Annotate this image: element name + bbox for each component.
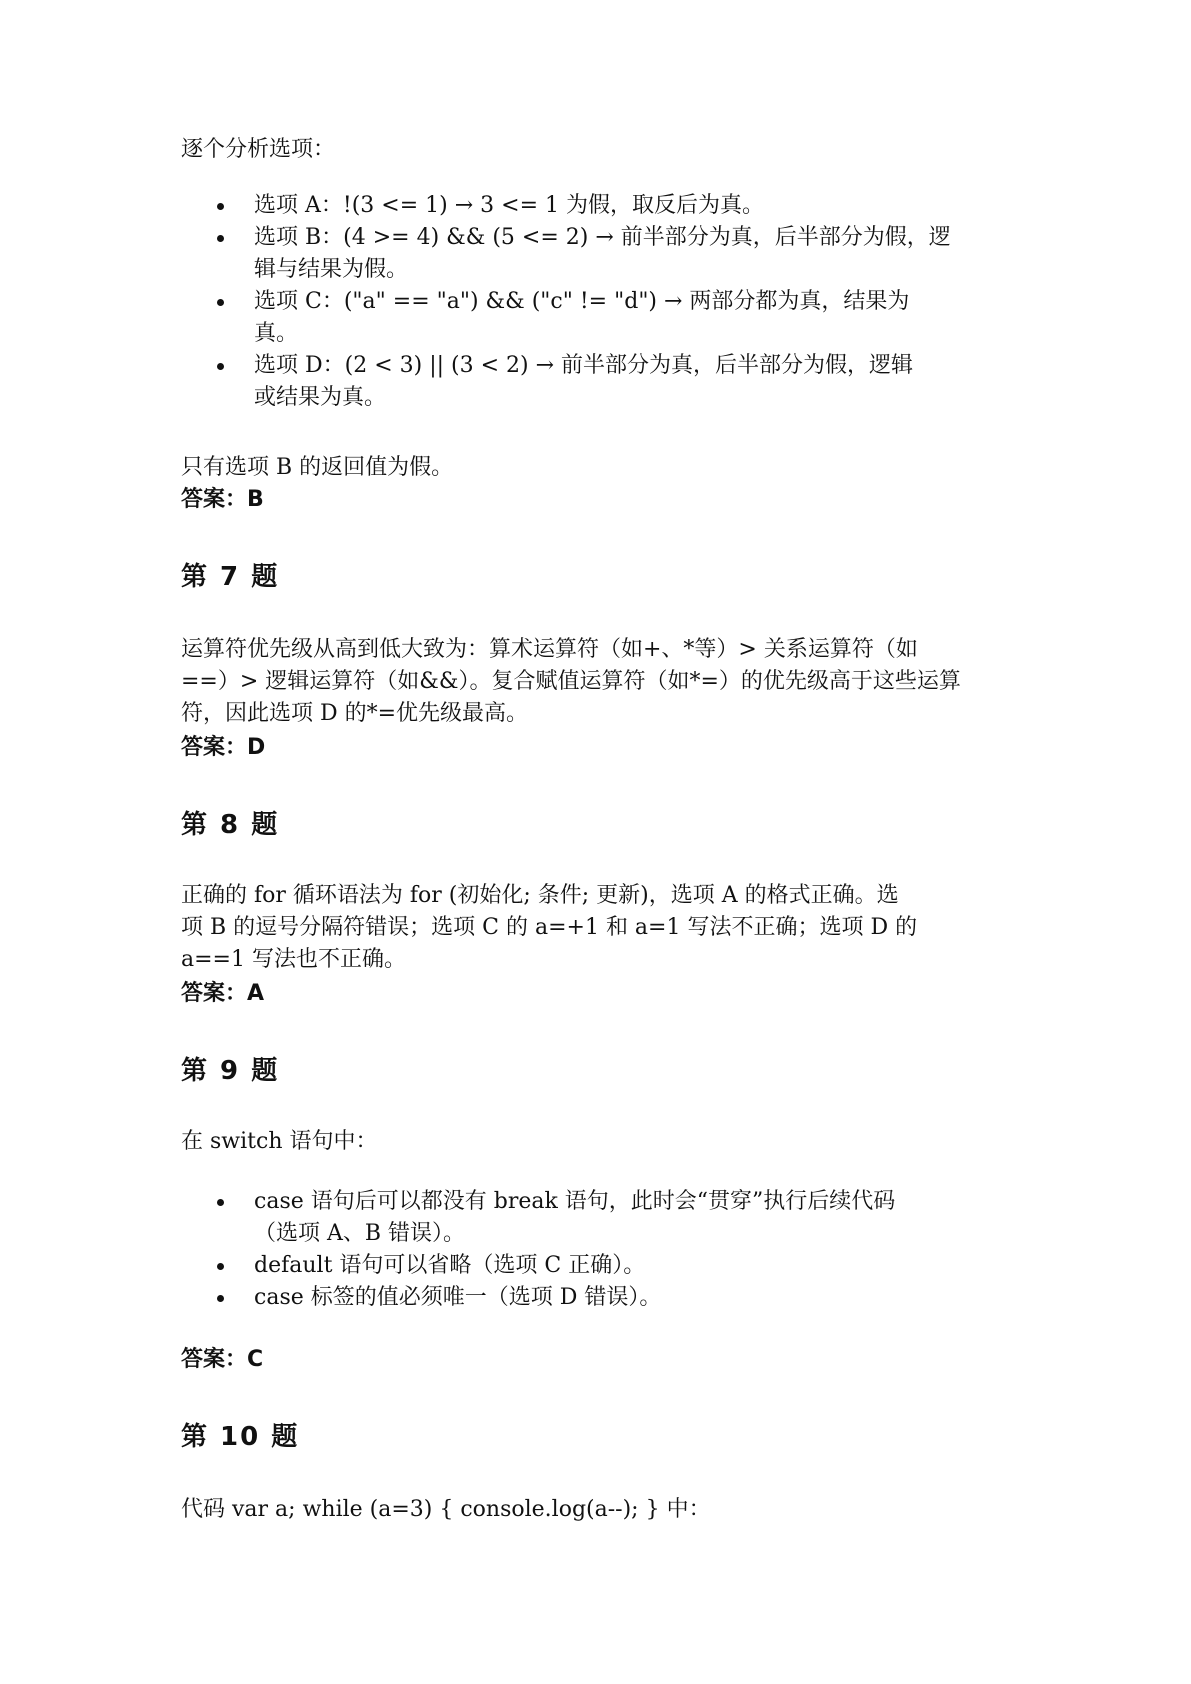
q7-explanation: 运算符优先级从高到低大致为：算术运算符（如+、*等）> 关系运算符（如 ==）> 逻辑运算符（如&&）。复合赋值运算符（如*=）的优先级高于这些运算 符，因此选项 D 的*=优先级最高。 xyxy=(181,637,961,726)
list-item: 选项 A：!(3 <= 1) → 3 <= 1 为假，取反后为真。 xyxy=(181,190,1011,222)
q6-option-list xyxy=(181,190,1011,414)
bullet-icon xyxy=(217,203,224,210)
q7-answer: 答案：D xyxy=(181,735,266,760)
bullet-icon xyxy=(217,235,224,242)
q6-intro: 逐个分析选项： xyxy=(181,137,336,162)
q9-answer: 答案：C xyxy=(181,1347,264,1372)
bullet-icon xyxy=(217,1199,224,1206)
q8-answer: 答案：A xyxy=(181,981,265,1006)
q9-heading: 第 9 题 xyxy=(181,1056,280,1086)
list-item: default 语句可以省略（选项 C 正确）。 xyxy=(181,1250,1011,1282)
q6-conclusion: 只有选项 B 的返回值为假。 xyxy=(181,455,454,480)
q8-heading: 第 8 题 xyxy=(181,810,280,840)
list-item: 选项 D：(2 < 3) || (3 < 2) → 前半部分为真，后半部分为假，逻辑 或结果为真。 xyxy=(181,350,1011,414)
q9-item-list xyxy=(181,1186,1011,1314)
q6-answer: 答案：B xyxy=(181,487,264,512)
list-item: 选项 B：(4 >= 4) && (5 <= 2) → 前半部分为真，后半部分为假，逻 辑与结果为假。 xyxy=(181,222,1011,286)
q10-question: 代码 var a; while (a=3) { console.log(a--); } 中： xyxy=(181,1497,711,1522)
bullet-icon xyxy=(217,1263,224,1270)
bullet-icon xyxy=(217,299,224,306)
list-item: case 标签的值必须唯一（选项 D 错误）。 xyxy=(181,1282,1011,1314)
list-item: case 语句后可以都没有 break 语句，此时会“贯穿”执行后续代码 （选项 A、B 错误）。 xyxy=(181,1186,1011,1250)
bullet-icon xyxy=(217,363,224,370)
q10-heading: 第 10 题 xyxy=(181,1422,300,1452)
list-item: 选项 C：("a" == "a") && ("c" != "d") → 两部分都为真，结果为 真。 xyxy=(181,286,1011,350)
bullet-icon xyxy=(217,1295,224,1302)
q7-heading: 第 7 题 xyxy=(181,562,280,592)
q9-intro: 在 switch 语句中： xyxy=(181,1129,378,1154)
q8-explanation: 正确的 for 循环语法为 for (初始化; 条件; 更新)，选项 A 的格式正确。选 项 B 的逗号分隔符错误；选项 C 的 a=+1 和 a=1 写法不正确；选项 D 的 a==1 写法也不正确。 xyxy=(181,883,918,972)
